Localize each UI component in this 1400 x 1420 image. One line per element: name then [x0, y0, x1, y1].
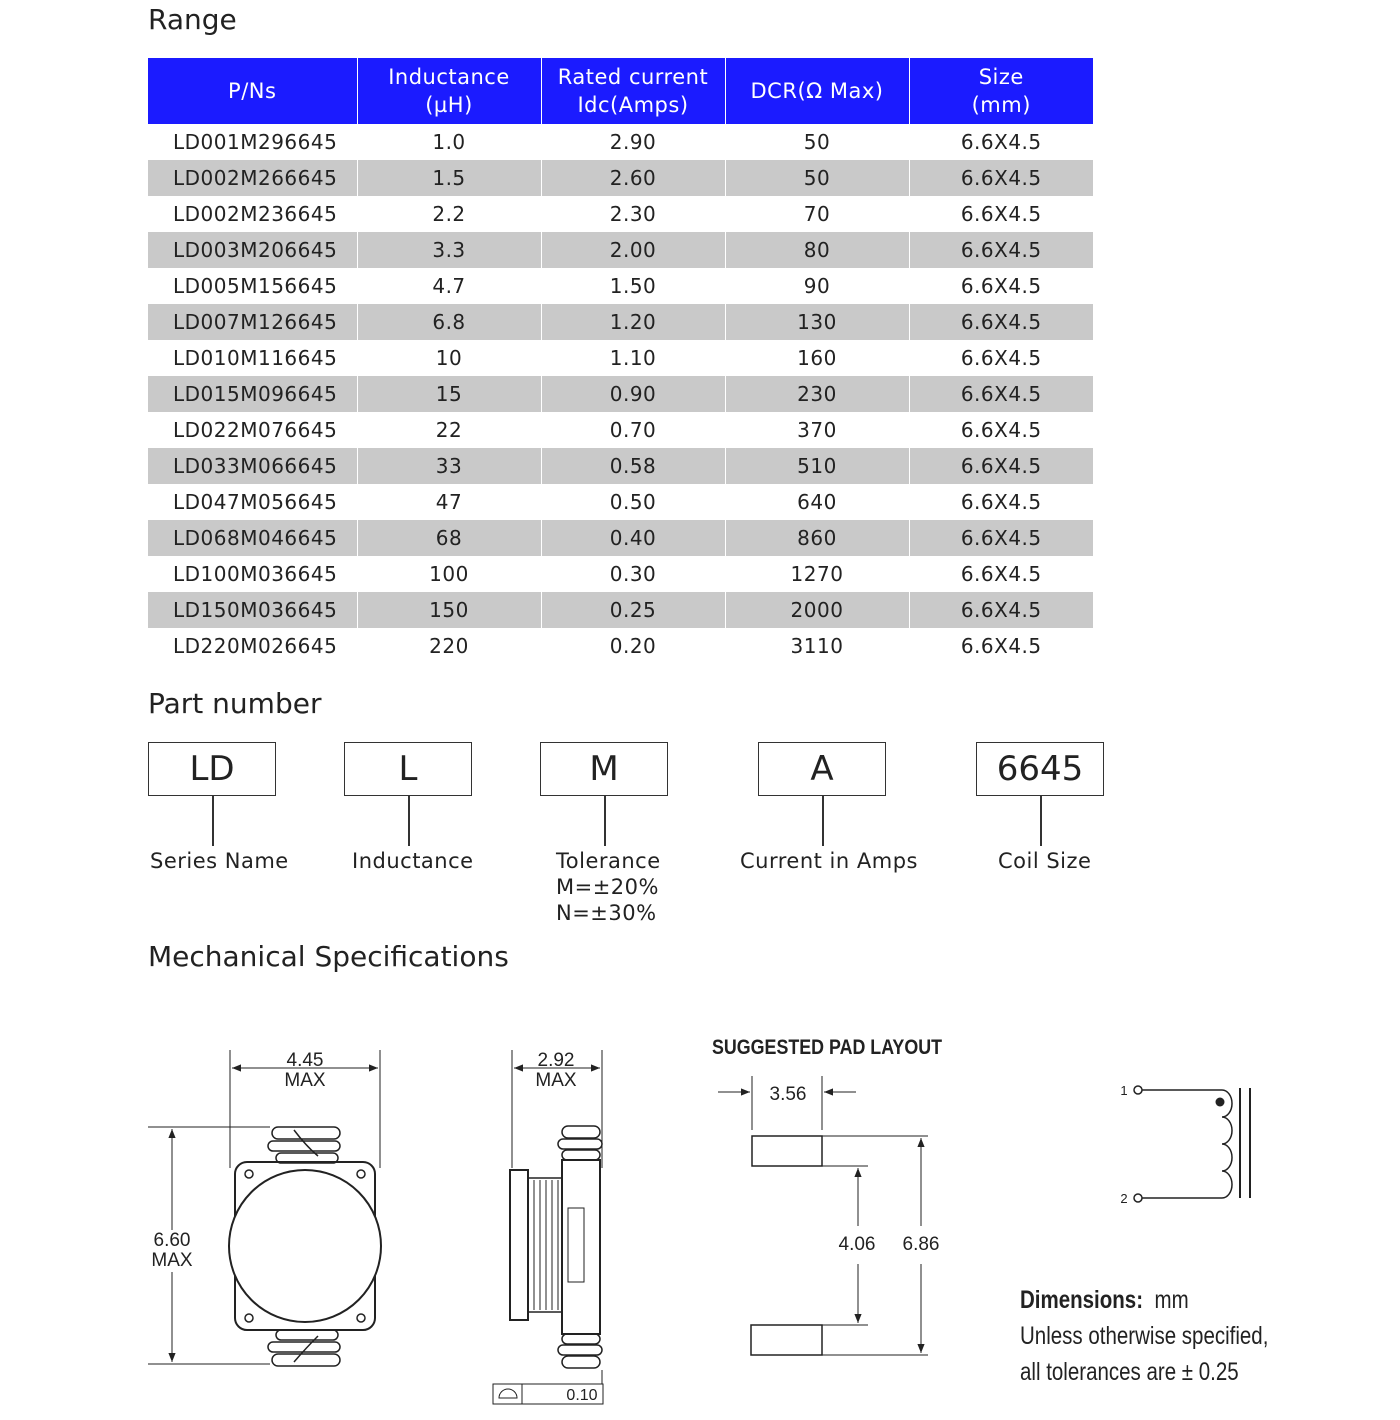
cell-rated-current: 1.20: [541, 304, 725, 340]
cell-pn: LD003M206645: [148, 232, 357, 268]
cell-pn: LD220M026645: [173, 634, 338, 658]
cell-inductance: 2.2: [357, 196, 541, 232]
cell-size: 6.6X4.5: [909, 520, 1093, 556]
cell-dcr: 510: [725, 448, 909, 484]
cell-size: 6.6X4.5: [909, 376, 1093, 412]
cell-inductance: 10: [357, 340, 541, 376]
cell-rated-current: 0.58: [541, 448, 725, 484]
cell-size: 6.6X4.5: [909, 412, 1093, 448]
header-size: Size (mm): [909, 58, 1093, 124]
cell-rated-current: 0.25: [541, 592, 725, 628]
cell-size: 6.6X4.5: [909, 268, 1093, 304]
dimensions-label: Dimensions:: [1020, 1286, 1144, 1314]
cell-dcr: 130: [725, 304, 909, 340]
cell-rated-current: 0.70: [541, 412, 725, 448]
pad-layout-drawing: [718, 1076, 928, 1355]
header-dcr: DCR(Ω Max): [725, 58, 909, 124]
cell-rated-current: 2.30: [541, 196, 725, 232]
cell-dcr: 70: [725, 196, 909, 232]
cell-pn: LD047M056645: [173, 490, 338, 514]
cell-dcr: 640: [725, 484, 909, 520]
cell-dcr: 2000: [725, 592, 909, 628]
pad-overall-value: 6.86: [902, 1234, 940, 1255]
cell-pn: LD150M036645: [148, 592, 357, 628]
cell-size: 6.6X4.5: [909, 448, 1093, 484]
tolerance-line-2: all tolerances are ± 0.25: [1020, 1358, 1239, 1386]
cell-dcr: 160: [725, 340, 909, 376]
cell-inductance: 6.8: [357, 304, 541, 340]
cell-pn: LD100M036645: [173, 562, 338, 586]
cell-dcr: 1270: [725, 556, 909, 592]
cell-rated-current: 0.90: [541, 376, 725, 412]
cell-inductance: 150: [357, 592, 541, 628]
cell-pn: LD015M096645: [148, 376, 357, 412]
header-inductance: Inductance (µH): [357, 58, 541, 124]
cell-inductance: 68: [357, 520, 541, 556]
cell-rated-current: 2.00: [541, 232, 725, 268]
cell-rated-current: 0.50: [541, 484, 725, 520]
pin-1-label: 1: [1120, 1083, 1128, 1098]
top-view-drawing: [148, 1050, 381, 1366]
dimensions-note: [1020, 1282, 1268, 1390]
cell-pn: LD002M236645: [173, 202, 338, 226]
part-code-current: A: [758, 742, 886, 796]
part-label-current: Current in Amps: [740, 849, 918, 873]
cell-pn: LD002M266645: [148, 160, 357, 196]
cell-inductance: 100: [357, 556, 541, 592]
cell-dcr: 50: [725, 160, 909, 196]
top-width-note: MAX: [284, 1070, 326, 1091]
cell-size: 6.6X4.5: [909, 340, 1093, 376]
part-label-series: Series Name: [150, 849, 289, 873]
cell-inductance: 220: [357, 628, 541, 664]
cell-pn: LD005M156645: [173, 274, 338, 298]
cell-rated-current: 0.30: [541, 556, 725, 592]
part-label-tolerance: Tolerance M=±20% N=±30%: [556, 849, 661, 925]
top-width-value: 4.45: [286, 1050, 324, 1071]
cell-inductance: 22: [357, 412, 541, 448]
pad-width-value: 3.56: [769, 1084, 807, 1105]
part-number-title: Part number: [148, 687, 322, 720]
flatness-value: 0.10: [566, 1387, 598, 1404]
pad-layout-title: SUGGESTED PAD LAYOUT: [712, 1036, 943, 1059]
cell-size: 6.6X4.5: [909, 196, 1093, 232]
cell-rated-current: 1.50: [541, 268, 725, 304]
cell-dcr: 3110: [725, 628, 909, 664]
cell-size: 6.6X4.5: [909, 304, 1093, 340]
cell-pn: LD007M126645: [148, 304, 357, 340]
cell-dcr: 80: [725, 232, 909, 268]
cell-inductance: 15: [357, 376, 541, 412]
part-label-inductance: Inductance: [352, 849, 474, 873]
cell-size: 6.6X4.5: [909, 628, 1093, 664]
cell-size: 6.6X4.5: [909, 124, 1093, 160]
pin-2-label: 2: [1120, 1191, 1128, 1206]
cell-size: 6.6X4.5: [909, 160, 1093, 196]
dimensions-unit: mm: [1154, 1286, 1189, 1314]
cell-size: 6.6X4.5: [909, 556, 1093, 592]
cell-size: 6.6X4.5: [909, 484, 1093, 520]
cell-pn: LD022M076645: [173, 418, 338, 442]
side-view-drawing: [493, 1050, 603, 1404]
cell-size: 6.6X4.5: [909, 592, 1093, 628]
cell-pn: LD010M116645: [173, 346, 338, 370]
cell-rated-current: 0.20: [541, 628, 725, 664]
header-pns: P/Ns: [148, 58, 357, 124]
cell-dcr: 230: [725, 376, 909, 412]
cell-pn: LD068M046645: [148, 520, 357, 556]
part-label-coil-size: Coil Size: [998, 849, 1092, 873]
cell-rated-current: 2.90: [541, 124, 725, 160]
cell-dcr: 50: [725, 124, 909, 160]
part-code-series: LD: [148, 742, 276, 796]
top-height-value: 6.60: [153, 1230, 191, 1251]
cell-pn: LD001M296645: [173, 130, 338, 154]
cell-pn: LD033M066645: [148, 448, 357, 484]
cell-rated-current: 1.10: [541, 340, 725, 376]
cell-inductance: 47: [357, 484, 541, 520]
cell-size: 6.6X4.5: [909, 232, 1093, 268]
cell-inductance: 1.0: [357, 124, 541, 160]
cell-inductance: 3.3: [357, 232, 541, 268]
part-code-tolerance: M: [540, 742, 668, 796]
cell-rated-current: 2.60: [541, 160, 725, 196]
cell-inductance: 33: [357, 448, 541, 484]
top-height-note: MAX: [151, 1250, 193, 1271]
cell-dcr: 90: [725, 268, 909, 304]
part-code-coil-size: 6645: [976, 742, 1104, 796]
side-thickness-value: 2.92: [537, 1050, 575, 1071]
cell-dcr: 370: [725, 412, 909, 448]
header-rated-current: Rated current Idc(Amps): [541, 58, 725, 124]
mechanical-title: Mechanical Specifications: [148, 940, 509, 973]
cell-inductance: 4.7: [357, 268, 541, 304]
polarity-dot: [1216, 1098, 1225, 1107]
range-title: Range: [148, 3, 237, 36]
cell-dcr: 860: [725, 520, 909, 556]
part-code-inductance: L: [344, 742, 472, 796]
tolerance-line-1: Unless otherwise specified,: [1020, 1322, 1269, 1350]
cell-inductance: 1.5: [357, 160, 541, 196]
cell-rated-current: 0.40: [541, 520, 725, 556]
inductor-schematic-icon: [1134, 1086, 1250, 1202]
side-thickness-note: MAX: [535, 1070, 577, 1091]
pad-gap-value: 4.06: [838, 1234, 876, 1255]
